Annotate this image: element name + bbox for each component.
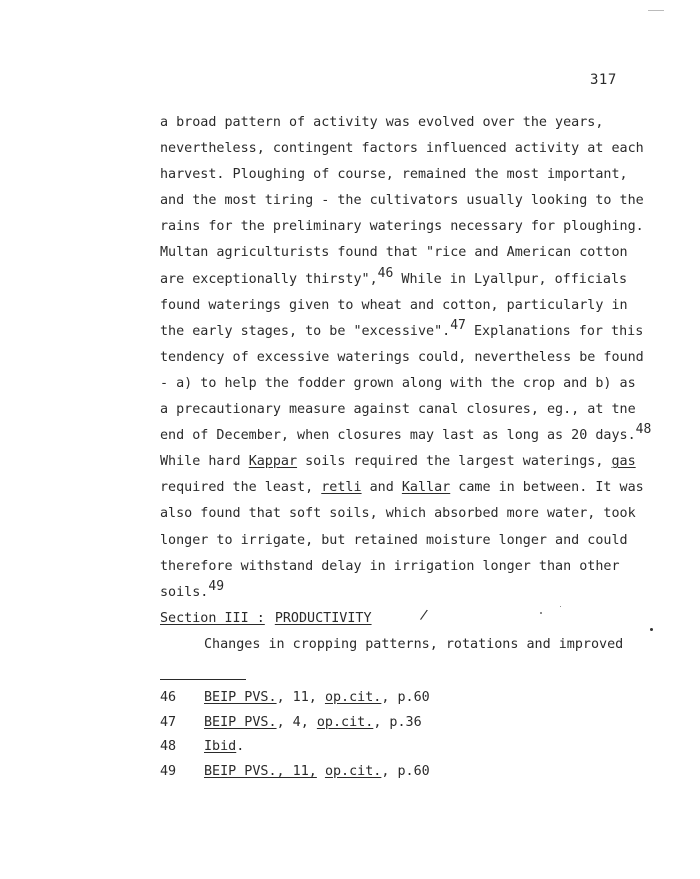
footnote-source: BEIP PVS., 11, <box>204 763 317 779</box>
text-line: - a) to help the fodder grown along with the crop and b) as <box>160 375 636 391</box>
footnote-segment: , 4, <box>276 714 317 730</box>
soil-term-kappar: Kappar <box>248 454 298 470</box>
footnotes <box>160 686 430 784</box>
text-line: Multan agriculturists found that "rice and American cotton <box>160 245 628 261</box>
footnote-number: 47 <box>160 714 177 730</box>
footnote <box>160 735 430 760</box>
footnote-segment: . <box>236 739 245 754</box>
footnote-ref-46: 46 <box>377 265 394 281</box>
section-heading <box>160 606 640 632</box>
speck-mark <box>560 606 561 607</box>
text-line: and the most tiring - the cultivators usually looking to the <box>160 193 644 209</box>
footnote <box>160 711 430 736</box>
text-line <box>160 449 640 475</box>
footnote <box>160 760 430 785</box>
text-line: Changes in cropping patterns, rotations and improved <box>204 636 624 652</box>
speck-mark <box>650 628 653 631</box>
text-segment: While in Lyallpur, officials <box>393 271 628 287</box>
body-text <box>160 110 652 658</box>
text-line <box>160 422 652 449</box>
section-title: PRODUCTIVITY <box>274 610 372 626</box>
footnote <box>160 686 430 711</box>
text-line <box>160 317 644 345</box>
footnote-number: 46 <box>160 690 177 705</box>
page-number: 317 <box>590 72 617 88</box>
text-segment: While hard <box>160 454 249 470</box>
text-line <box>160 580 640 606</box>
soil-term-gas: gas <box>611 454 636 470</box>
footnote-text <box>204 711 422 736</box>
text-line: a broad pattern of activity was evolved over the years, <box>160 115 604 130</box>
text-segment: Explanations for this <box>465 323 644 339</box>
footnote-source: BEIP PVS. <box>204 714 277 730</box>
text-segment: the early stages, to be "excessive". <box>160 323 451 339</box>
text-segment: soils. <box>160 584 209 600</box>
footnote-rule <box>160 679 246 680</box>
footnote-ref-49: 49 <box>208 578 225 594</box>
section-label: Section III : <box>160 610 265 626</box>
footnote-text <box>204 686 430 711</box>
text-segment: soils required the largest waterings, <box>297 454 612 470</box>
footnote-segment: , 11, <box>276 690 325 705</box>
footnote-segment: , p.60 <box>381 763 430 779</box>
footnote-ref: op.cit. <box>324 690 382 705</box>
footnote-number: 49 <box>160 763 177 779</box>
pen-mark-icon: / <box>418 607 430 624</box>
edge-mark <box>648 10 664 11</box>
speck-mark <box>540 612 542 614</box>
text-line: tendency of excessive waterings could, nevertheless be found <box>160 349 644 365</box>
soil-term-retli: retli <box>321 480 362 496</box>
footnote-ref: op.cit. <box>316 714 374 730</box>
footnote-ref-48: 48 <box>635 422 652 438</box>
text-line: longer to irrigate, but retained moisture longer and could <box>160 532 628 548</box>
text-segment: required the least, <box>160 480 322 496</box>
text-segment: came in between. It was <box>450 480 644 496</box>
text-line: a precautionary measure against canal closures, eg., at tne <box>160 402 636 418</box>
footnote-source: Ibid <box>204 739 237 754</box>
footnote-text <box>204 735 244 760</box>
text-line: rains for the preliminary waterings necessary for ploughing. <box>160 219 644 235</box>
text-line <box>160 475 644 501</box>
text-line: therefore withstand delay in irrigation longer than other <box>160 558 620 574</box>
text-line: found waterings given to wheat and cotton, particularly in <box>160 297 628 313</box>
text-segment: are exceptionally thirsty", <box>160 271 378 287</box>
footnote-segment: , p.36 <box>373 714 422 730</box>
footnote-number: 48 <box>160 739 177 754</box>
footnote-text <box>204 760 430 785</box>
text-line: nevertheless, contingent factors influenced activity at each <box>160 141 644 157</box>
text-segment: and <box>361 480 402 496</box>
soil-term-kallar: Kallar <box>401 480 451 496</box>
text-line <box>160 267 640 293</box>
footnote-ref: op.cit. <box>324 763 382 779</box>
text-line: also found that soft soils, which absorbed more water, took <box>160 506 636 522</box>
footnote-segment <box>317 764 325 779</box>
footnote-source: BEIP PVS. <box>204 690 277 705</box>
footnote-ref-47: 47 <box>450 317 466 333</box>
footnote-segment: , p.60 <box>381 690 430 705</box>
text-segment: end of December, when closures may last as long as 20 days. <box>160 428 636 444</box>
text-line: harvest. Ploughing of course, remained the most important, <box>160 167 628 183</box>
